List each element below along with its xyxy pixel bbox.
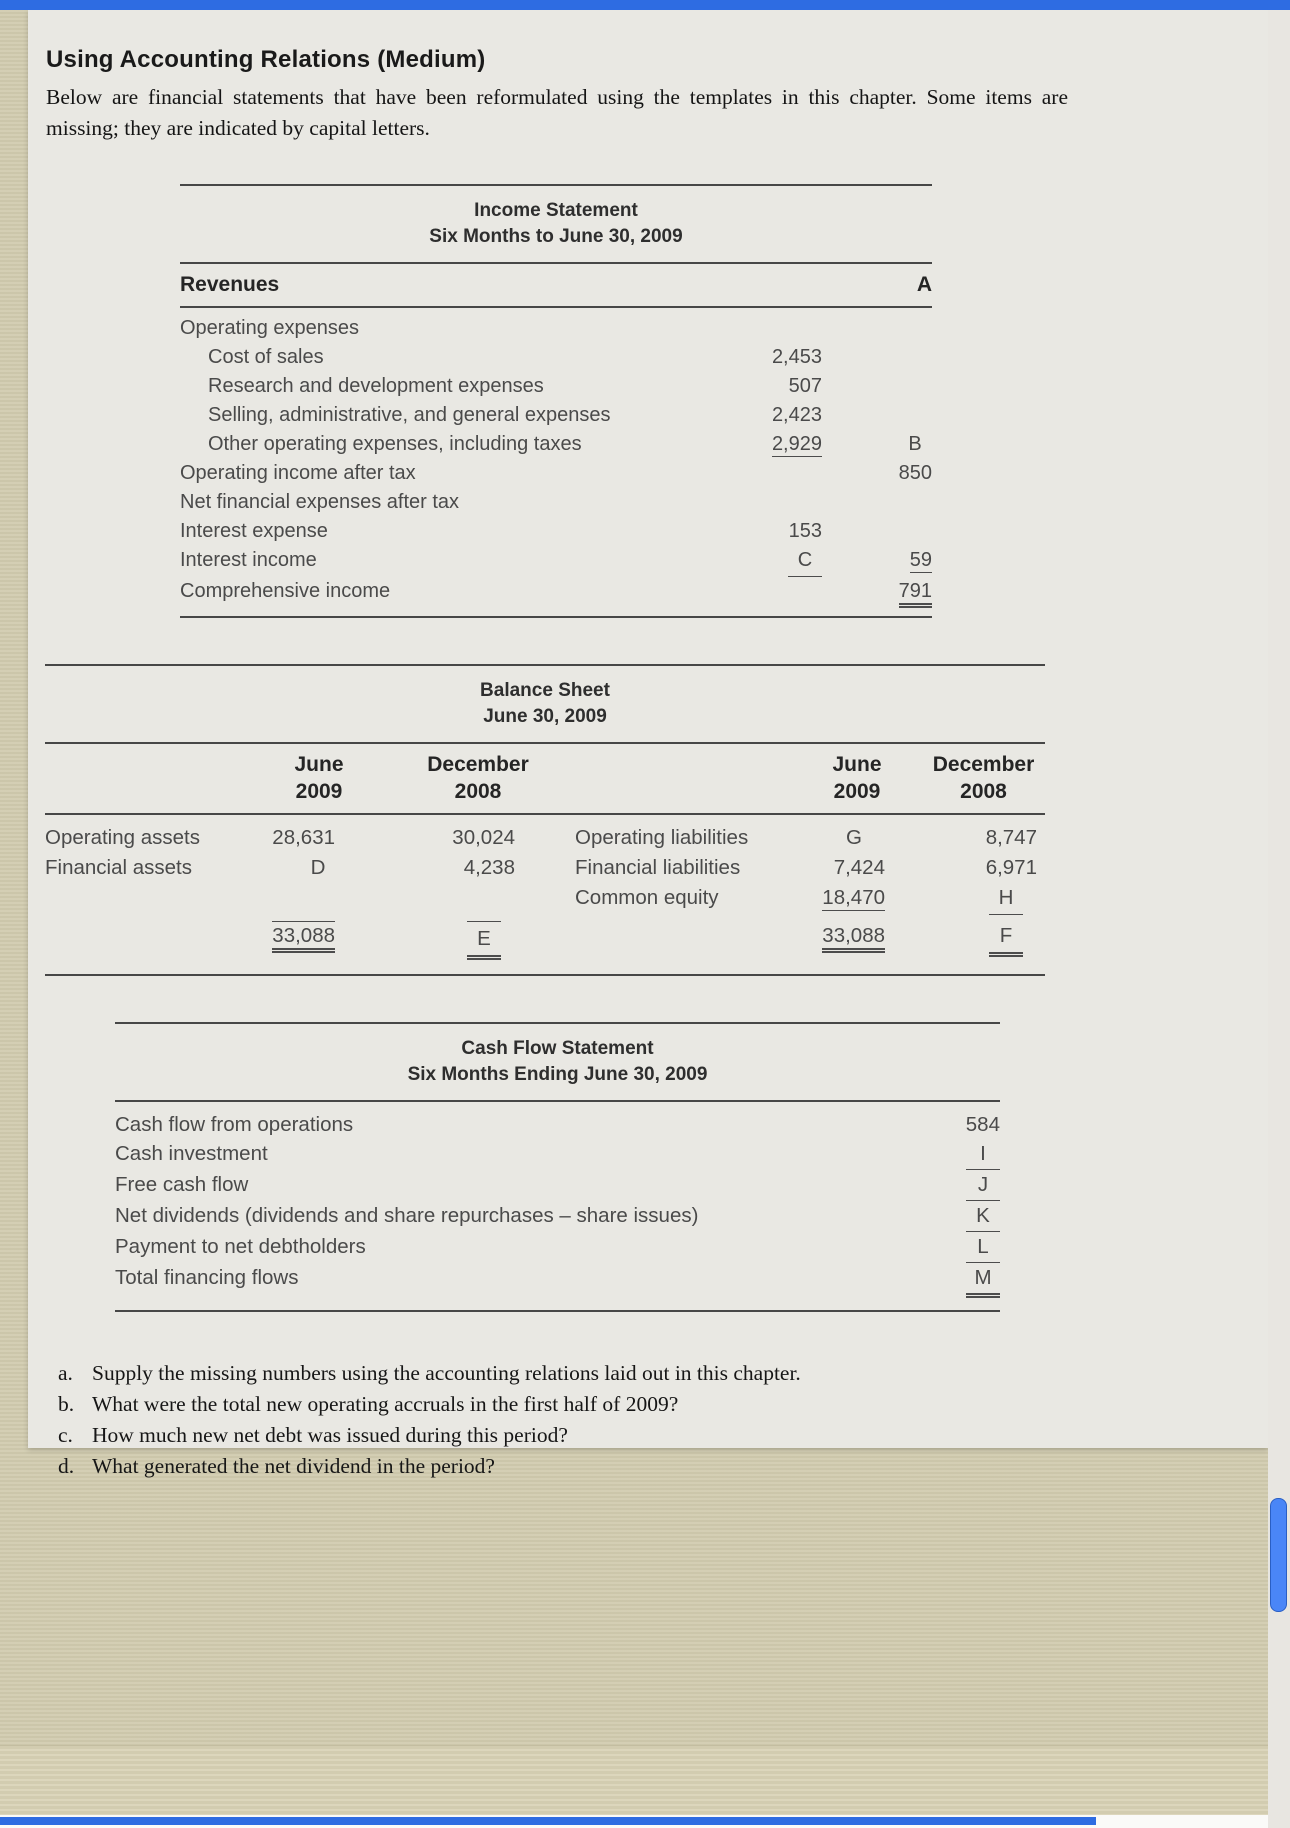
- table-row: Comprehensive income 791: [180, 577, 932, 606]
- income-statement-rows: [180, 308, 932, 616]
- table-row: Operating assets 28,631 30,024 Operating liabilities G 8,747: [45, 826, 1037, 849]
- question-c: c. How much new net debt was issued during this period?: [58, 1423, 568, 1447]
- question-b: b. What were the total new operating accruals in the first half of 2009?: [58, 1392, 679, 1416]
- table-row: Research and development expenses 507: [208, 375, 822, 397]
- table-row: Operating expenses: [180, 317, 360, 339]
- table-row: Cash flow from operations 584: [115, 1113, 1000, 1136]
- bottom-texture-band: [0, 1745, 1268, 1817]
- income-statement: [180, 184, 932, 618]
- balance-sheet-column-headers: [45, 744, 1045, 813]
- revenues-value: A: [916, 273, 932, 296]
- balance-sheet-subtitle: June 30, 2009: [483, 706, 607, 727]
- balance-sheet-rows: [45, 815, 1045, 974]
- bottom-progress-bar: [0, 1817, 1096, 1825]
- horizontal-rule: [180, 616, 932, 618]
- table-row: Interest income C 59: [180, 546, 932, 577]
- table-row: Net financial expenses after tax: [180, 491, 460, 513]
- table-row: Cash investment I: [115, 1139, 1000, 1170]
- question-list: [58, 1358, 1058, 1482]
- question-a: a. Supply the missing numbers using the accounting relations laid out in this chapter.: [58, 1361, 801, 1385]
- table-row: Free cash flow J: [115, 1170, 1000, 1201]
- horizontal-rule: [115, 1022, 1000, 1024]
- top-accent-bar: [0, 0, 1290, 10]
- scrollbar-thumb[interactable]: [1270, 1498, 1287, 1612]
- exercise-intro: Below are financial statements that have been reformulated using the templates in this chapter. Some items are missing; they are indicated by capital letters.: [46, 85, 1068, 140]
- table-row: Common equity 18,470 H: [45, 883, 1045, 915]
- column-header-june-2009: June 2009: [832, 753, 882, 803]
- horizontal-rule: [45, 664, 1045, 666]
- totals-row: 33,088 E 33,088 F: [45, 921, 1045, 960]
- table-row: Selling, administrative, and general expenses 2,423: [208, 404, 822, 426]
- cash-flow-subtitle: Six Months Ending June 30, 2009: [407, 1064, 708, 1085]
- column-header-december-2008: December 2008: [932, 753, 1035, 803]
- exercise-title: Using Accounting Relations (Medium): [46, 46, 486, 73]
- table-row: Financial assets D 4,238 Financial liabilities 7,424 6,971: [45, 856, 1037, 879]
- revenues-row: [180, 264, 932, 306]
- question-d: d. What generated the net dividend in the period?: [58, 1454, 495, 1478]
- balance-sheet: [45, 664, 1045, 976]
- revenues-label: Revenues: [180, 273, 280, 296]
- table-row: Interest expense 153: [180, 520, 822, 542]
- income-statement-subtitle: Six Months to June 30, 2009: [429, 226, 683, 247]
- balance-sheet-title: Balance Sheet: [480, 680, 610, 701]
- horizontal-rule: [45, 974, 1045, 976]
- table-row: Other operating expenses, including taxes 2,929 B: [208, 433, 922, 455]
- table-row: Payment to net debtholders L: [115, 1232, 1000, 1263]
- table-row: Operating income after tax 850: [180, 462, 932, 484]
- table-row: Total financing flows M: [115, 1263, 1000, 1298]
- cash-flow-rows: [115, 1102, 1000, 1310]
- column-header-december-2008: December 2008: [427, 753, 529, 803]
- cash-flow-statement: [115, 1022, 1000, 1312]
- income-statement-title: Income Statement: [474, 200, 638, 221]
- textbook-page: [28, 10, 1268, 1478]
- horizontal-rule: [115, 1310, 1000, 1312]
- column-header-june-2009: June 2009: [294, 753, 344, 803]
- table-row: Cost of sales 2,453: [208, 346, 822, 368]
- table-row: Net dividends (dividends and share repurchases – share issues) K: [115, 1201, 1000, 1232]
- horizontal-rule: [180, 184, 932, 186]
- cash-flow-title: Cash Flow Statement: [461, 1038, 654, 1059]
